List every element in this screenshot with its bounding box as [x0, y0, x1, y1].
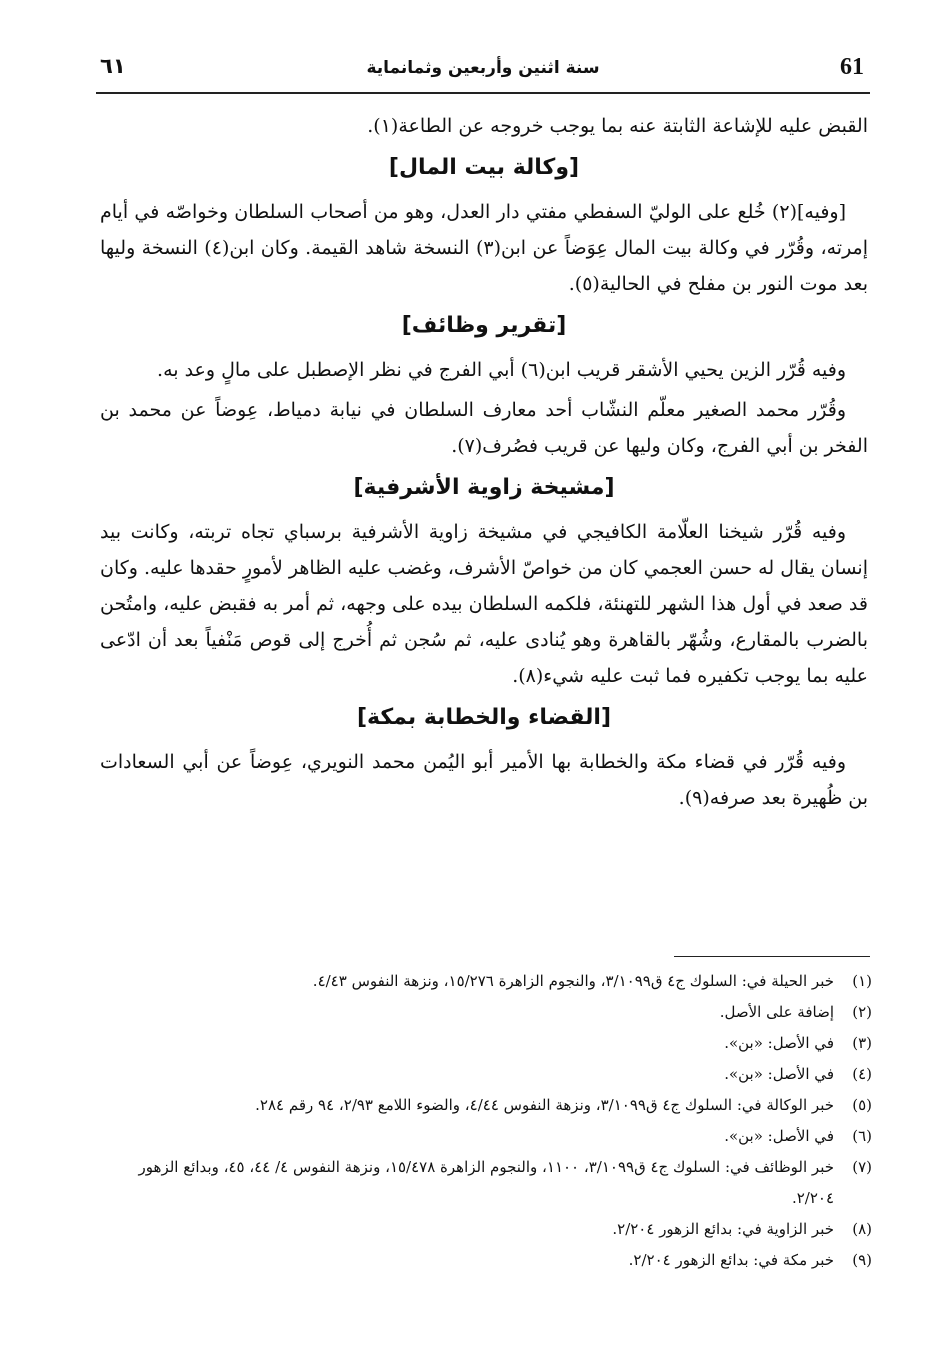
footnote	[100, 1152, 872, 1214]
paragraph-treasury-agency: [وفيه](٢) خُلع على الوليّ السفطي مفتي دار العدل، وهو من أصحاب السلطان وخواصّه في أيام إمرته، وقُرّر في وكالة بيت المال عِوَضاً عن ابن(٣) النسخة شاهد القيمة. وكان ابن(٤) النسخة وليها بعد موت النور بن مفلح في الحالية(٥).	[100, 201, 869, 295]
footnote	[100, 1090, 872, 1121]
page-header	[96, 52, 870, 94]
footnote	[100, 966, 872, 997]
footnote-text: خبر الحيلة في: السلوك ج٤ ق٣/١٠٩٩، والنجوم الزاهرة ١٥/٢٧٦، ونزهة النفوس ٤/٤٣.	[312, 972, 834, 990]
section-heading-treasury-agency: [وكالة بيت المال]	[388, 155, 580, 180]
footnote-number: (٦)	[852, 1127, 872, 1145]
paragraph-appointment-damietta: وقُرّر محمد الصغير معلّم النشّاب أحد معارف السلطان في نيابة دمياط، عِوضاً عن محمد بن الفخر بن أبي الفرج، وكان وليها عن قريب فصُرف(٧).	[100, 399, 868, 457]
paragraph-mecca: وفيه قُرّر في قضاء مكة والخطابة بها الأمير أبو اليُمن محمد النويري، عِوضاً عن أبي السعادات بن ظُهيرة بعد صرفه(٩).	[100, 751, 868, 809]
footnote	[100, 1059, 872, 1090]
section-heading-appointments: [تقرير وظائف]	[401, 313, 567, 338]
footnote-text: في الأصل: «بن».	[724, 1034, 834, 1052]
footnote-number: (٨)	[852, 1220, 872, 1238]
main-text	[100, 108, 868, 820]
page-number-arabic: ٦١	[100, 54, 126, 78]
paragraph-continued: القبض عليه للإشاعة الثابتة عنه بما يوجب خروجه عن الطاعة(١).	[367, 115, 868, 137]
footnote	[100, 1121, 872, 1152]
footnote-text: خبر مكة في: بدائع الزهور ٢/٢٠٤.	[628, 1251, 834, 1269]
footnote-text: في الأصل: «بن».	[724, 1127, 834, 1145]
footnote-number: (٩)	[852, 1251, 872, 1269]
footnote-number: (١)	[852, 972, 872, 990]
footnote-text: خبر الوظائف في: السلوك ج٤ ق٣/١٠٩٩، ١١٠٠، والنجوم الزاهرة ١٥/٤٧٨، ونزهة النفوس ٤/ ٤٤، ٤٥، وبدائع الزهور ٢/٢٠٤.	[138, 1158, 834, 1207]
footnote-number: (٤)	[852, 1065, 872, 1083]
footnote-divider	[674, 956, 870, 957]
footnote-number: (٣)	[852, 1034, 872, 1052]
footnote	[100, 997, 872, 1028]
footnote	[100, 1028, 872, 1059]
footnote-text: إضافة على الأصل.	[719, 1003, 834, 1021]
running-title: سنة اثنين وأربعين وثمانماية	[366, 58, 600, 78]
footnote-text: خبر الوكالة في: السلوك ج٤ ق٣/١٠٩٩، ونزهة النفوس ٤/٤٤، والضوء اللامع ٢/٩٣، ٩٤ رقم ٢٨٤.	[255, 1096, 834, 1114]
section-heading-mecca: [القضاء والخطابة بمكة]	[356, 705, 612, 730]
footnote-number: (٧)	[852, 1158, 872, 1176]
paragraph-zawiya: وفيه قُرّر شيخنا العلّامة الكافيجي في مشيخة زاوية الأشرفية برسباي تجاه تربته، وكانت بيد إنسان يقال له حسن العجمي كان من خواصّ الأشرف، وغضب عليه الظاهر لأمورٍ حقدها عليه. وكان قد صعد في أول هذا الشهر للتهنئة، فلكمه السلطان بيده على وجهه، ثم أمر به فقبض عليه، وامتُحن بالضرب بالمقارع، وشُهّر بالقاهرة وهو يُنادى عليه، ثم سُجن ثم أُخرج إلى قوص مَنْفياً بعد أن ادّعى عليه بما يوجب تكفيره فما ثبت عليه شيء(٨).	[100, 521, 868, 687]
footnote-number: (٥)	[852, 1096, 872, 1114]
footnote-text: في الأصل: «بن».	[724, 1065, 834, 1083]
footnotes	[100, 966, 872, 1276]
paragraph-appointment-stable: وفيه قُرّر الزين يحيي الأشقر قريب ابن(٦) أبي الفرج في نظر الإصطبل على مالٍ وعد به.	[157, 359, 846, 381]
section-heading-zawiya: [مشيخة زاوية الأشرفية]	[353, 475, 615, 500]
footnote-number: (٢)	[852, 1003, 872, 1021]
footnote	[100, 1214, 872, 1245]
footnote	[100, 1245, 872, 1276]
footnote-text: خبر الزاوية في: بدائع الزهور ٢/٢٠٤.	[612, 1220, 834, 1238]
page-number-latin: 61	[840, 54, 864, 80]
